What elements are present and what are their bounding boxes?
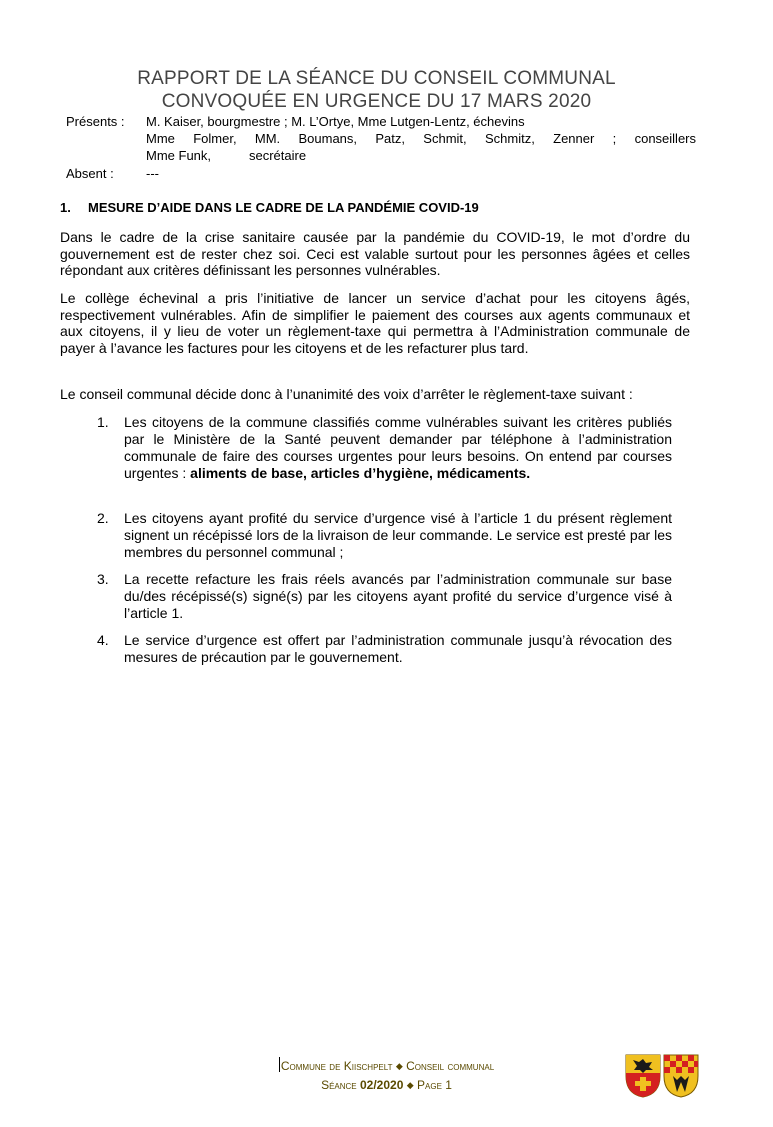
footer-seance-label: Séance: [321, 1078, 357, 1092]
present-line-3-name: Mme Funk,: [146, 148, 212, 163]
paragraph-initiative: Le collège échevinal a pris l’initiative de lancer un service d’achat pour les citoyens âgés, respectivement vulnérables. Afin de simplifier le paiement des courses aux agents communaux et aux citoyens, il y lieu de voter un règlement-taxe qui permettra à l’Administration communale de payer à l’avance les factures pour les citoyens et de les refacturer plus tard.: [60, 290, 690, 356]
absent-label: Absent :: [66, 166, 114, 181]
footer-council: Conseil communal: [406, 1059, 495, 1073]
section-number: 1.: [60, 200, 71, 215]
coat-of-arms-icon: [625, 1054, 661, 1098]
footer-org: Commune de Kiischpelt: [280, 1059, 393, 1073]
footer-seance-number: 02/2020: [360, 1078, 404, 1092]
text-cursor: [279, 1057, 280, 1072]
report-title-line1: RAPPORT DE LA SÉANCE DU CONSEIL COMMUNAL: [137, 68, 616, 89]
diamond-icon: ◆: [406, 1080, 414, 1090]
coat-of-arms-icon: [663, 1054, 699, 1098]
paragraph-decision: Le conseil communal décide donc à l’unanimité des voix d’arrêter le règlement-taxe suivant :: [60, 386, 633, 402]
section-title: MESURE D’AIDE DANS LE CADRE DE LA PANDÉMIE COVID-19: [88, 200, 479, 215]
paragraph-context: Dans le cadre de la crise sanitaire causée par la pandémie du COVID-19, le mot d’ordre du gouvernement est de rester chez soi. Ceci est valable surtout pour les personnes âgées et celles répondant aux critères définissant les personnes vulnérables.: [60, 229, 690, 278]
article-number: 4.: [97, 632, 109, 648]
present-line-3-role: secrétaire: [249, 148, 307, 163]
article-text-bold: aliments de base, articles d’hygiène, médicaments.: [190, 465, 531, 481]
article-number: 3.: [97, 571, 109, 587]
article-text: Les citoyens ayant profité du service d’urgence visé à l’article 1 du présent règlement signent un récépissé lors de la livraison de leur commande. Le service est presté par les membres du personnel communal ;: [124, 510, 672, 560]
present-line-1: M. Kaiser, bourgmestre ; M. L’Ortye, Mme Lutgen-Lentz, échevins: [146, 114, 525, 129]
article-text: La recette refacture les frais réels avancés par l’administration communale sur base du/des récépissé(s) signé(s) par les citoyens ayant profité du service d’urgence visé à l’article 1.: [124, 571, 672, 621]
article-text: [124, 414, 672, 482]
footer-page: Page 1: [417, 1078, 452, 1092]
article-text: Le service d’urgence est offert par l’administration communale jusqu’à révocation des mesures de précaution par le gouvernement.: [124, 632, 672, 665]
report-title-line2: CONVOQUÉE EN URGENCE DU 17 MARS 2020: [161, 91, 592, 112]
section-heading: [60, 200, 479, 215]
present-label: Présents :: [66, 114, 125, 129]
diamond-icon: ◆: [395, 1061, 403, 1071]
present-line-2: Mme Folmer, MM. Boumans, Patz, Schmit, Schmitz, Zenner ; conseillers: [146, 131, 696, 146]
article-text-body: Les citoyens de la commune classifiés comme vulnérables suivant les critères publiés par le Ministère de la Santé peuvent demander par téléphone à l’administration communale de faire des courses urgentes pour leurs besoins. On entend par courses urgentes :: [124, 414, 672, 481]
absent-value: ---: [146, 166, 159, 181]
article-number: 2.: [97, 510, 109, 526]
article-number: 1.: [97, 414, 109, 430]
